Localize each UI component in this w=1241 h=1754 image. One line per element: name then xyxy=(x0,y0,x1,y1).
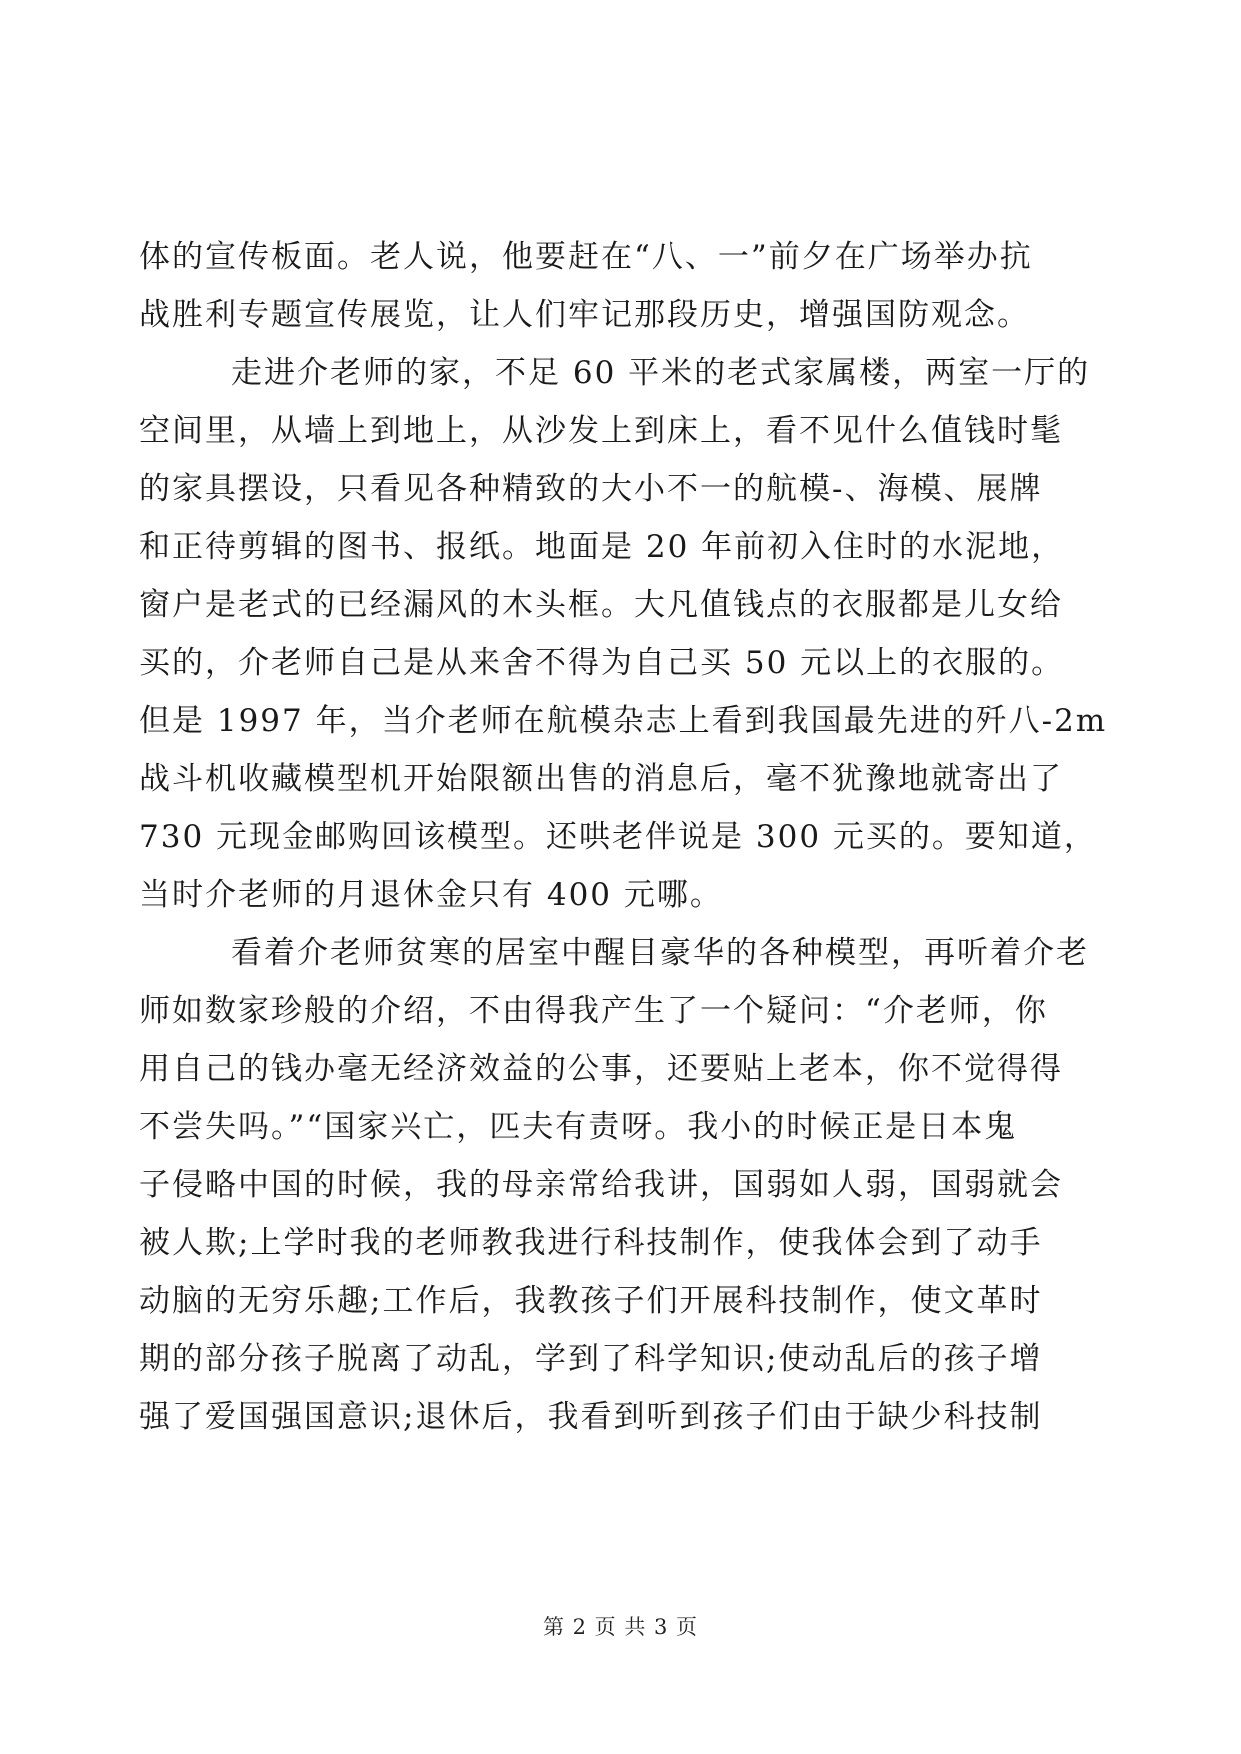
text-line: 战胜利专题宣传展览，让人们牢记那段历史，增强国防观念。 xyxy=(139,297,1030,333)
text-line: 空间里，从墙上到地上，从沙发上到床上，看不见什么值钱时髦 xyxy=(139,413,1063,449)
text-line: 买的，介老师自己是从来舍不得为自己买 50 元以上的衣服的。 xyxy=(139,645,1065,681)
text-line: 用自己的钱办毫无经济效益的公事，还要贴上老本，你不觉得得 xyxy=(139,1051,1063,1087)
text-line: 不尝失吗。”“国家兴亡，匹夫有责呀。我小的时候正是日本鬼 xyxy=(139,1109,1018,1145)
text-line: 期的部分孩子脱离了动乱，学到了科学知识;使动乱后的孩子增 xyxy=(139,1341,1043,1377)
text-line: 体的宣传板面。老人说，他要赶在“八、一”前夕在广场举办抗 xyxy=(139,239,1033,275)
text-line: 但是 1997 年，当介老师在航模杂志上看到我国最先进的歼八-2m xyxy=(139,703,1108,739)
page-footer: 第 2 页 共 3 页 xyxy=(542,1615,699,1639)
paragraph-start-line: 看着介老师贫寒的居室中醒目豪华的各种模型，再听着介老 xyxy=(231,935,1089,971)
text-line: 的家具摆设，只看见各种精致的大小不一的航模-、海模、展牌 xyxy=(139,471,1043,507)
text-line: 和正待剪辑的图书、报纸。地面是 20 年前初入住时的水泥地， xyxy=(139,529,1065,565)
text-line: 动脑的无穷乐趣;工作后，我教孩子们开展科技制作，使文革时 xyxy=(139,1283,1043,1319)
text-line: 730 元现金邮购回该模型。还哄老伴说是 300 元买的。要知道， xyxy=(139,819,1097,855)
text-line: 窗户是老式的已经漏风的木头框。大凡值钱点的衣服都是儿女给 xyxy=(139,587,1063,623)
text-line: 强了爱国强国意识;退休后，我看到听到孩子们由于缺少科技制 xyxy=(139,1399,1043,1435)
paragraph-start-line: 走进介老师的家，不足 60 平米的老式家属楼，两室一厅的 xyxy=(231,355,1091,391)
text-line: 师如数家珍般的介绍，不由得我产生了一个疑问：“介老师，你 xyxy=(139,993,1048,1029)
text-line: 子侵略中国的时候，我的母亲常给我讲，国弱如人弱，国弱就会 xyxy=(139,1167,1063,1203)
text-line: 战斗机收藏模型机开始限额出售的消息后，毫不犹豫地就寄出了 xyxy=(139,761,1063,797)
text-line: 被人欺;上学时我的老师教我进行科技制作，使我体会到了动手 xyxy=(139,1225,1043,1261)
text-line: 当时介老师的月退休金只有 400 元哪。 xyxy=(139,877,723,913)
